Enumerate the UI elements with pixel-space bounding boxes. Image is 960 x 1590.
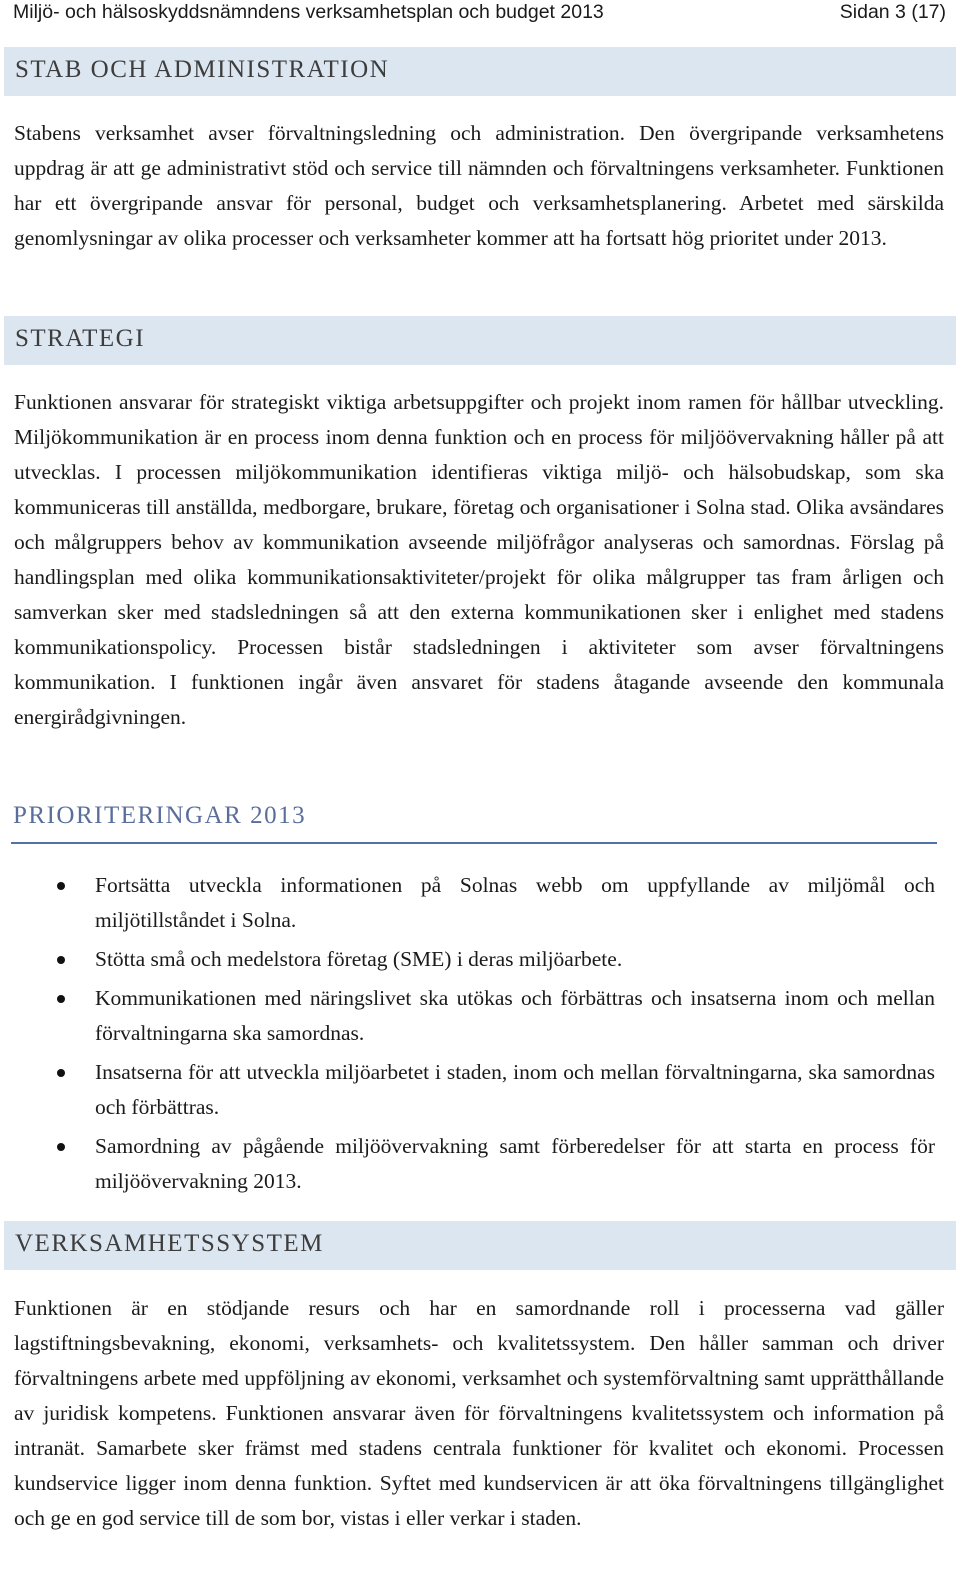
bullet-icon (57, 1069, 65, 1077)
section-band-strategi (4, 316, 956, 365)
list-item-text: Fortsätta utveckla informationen på Solnas webb om uppfyllande av miljömål och miljötillståndet i Solna. (95, 873, 935, 932)
list-item-text: Stötta små och medelstora företag (SME) i deras miljöarbete. (95, 947, 623, 971)
document-title: Miljö- och hälsoskyddsnämndens verksamhetsplan och budget 2013 (13, 1, 604, 23)
section-heading-strategi: STRATEGI (15, 325, 146, 352)
bullet-icon (57, 1143, 65, 1151)
list-item-text: Kommunikationen med näringslivet ska utökas och förbättras och insatserna inom och mellan förvaltningarna ska samordnas. (95, 986, 935, 1045)
section-heading-verksamhetssystem: VERKSAMHETSSYSTEM (15, 1230, 324, 1257)
section-band-verksamhetssystem (4, 1221, 956, 1270)
page-header (13, 0, 948, 26)
section-heading-prioriteringar: PRIORITERINGAR 2013 (13, 802, 307, 829)
section-heading-stab: STAB OCH ADMINISTRATION (15, 56, 390, 83)
list-item-text: Samordning av pågående miljöövervakning samt förberedelser för att starta en process för miljöövervakning 2013. (95, 1134, 935, 1193)
section-band-stab (4, 47, 956, 96)
bullet-icon (57, 882, 65, 890)
page-number: Sidan 3 (17) (839, 1, 946, 23)
heading-underline (11, 842, 937, 844)
bullet-icon (57, 995, 65, 1003)
list-item-text: Insatserna för att utveckla miljöarbetet i staden, inom och mellan förvaltningarna, ska samordnas och förbättras. (95, 1060, 935, 1119)
verksamhetssystem-paragraph: Funktionen är en stödjande resurs och har en samordnande roll i processerna vad gäller lagstiftningsbevakning, ekonomi, verksamhets- och kvalitetssystem. Den håller samman och driver förvaltningens arbete med uppföljning av ekonomi, verksamhet och systemförvaltning samt upprätthållande av juridisk kompetens. Funktionen ansvarar även för förvaltningens kvalitetssystem och information på intranät. Samarbete sker främst med stadens centrala funktioner för kvalitet och ekonomi. Processen kundservice ligger inom denna funktion. Syftet med kundservicen är att öka förvaltningens tillgänglighet och ge en god service till de som bor, vistas i eller verkar i staden. (14, 1296, 944, 1530)
stab-paragraph: Stabens verksamhet avser förvaltningsledning och administration. Den övergripande verksamhetens uppdrag är att ge administrativt stöd och service till nämnden och förvaltningens verksamheter. Funktionen har ett övergripande ansvar för personal, budget och verksamhetsplanering. Arbetet med särskilda genomlysningar av olika processer och verksamheter kommer att ha fortsatt hög prioritet under 2013. (14, 121, 944, 250)
strategi-paragraph: Funktionen ansvarar för strategiskt viktiga arbetsuppgifter och projekt inom ramen för hållbar utveckling. Miljökommunikation är en process inom denna funktion och en process för miljöövervakning håller på att utvecklas. I processen miljökommunikation identifieras viktiga miljö- och hälsobudskap, som ska kommuniceras till anställda, medborgare, brukare, företag och organisationer i Solna stad. Olika avsändares och målgruppers behov av kommunikation avseende miljöfrågor analyseras och samordnas. Förslag på handlingsplan med olika kommunikationsaktiviteter/projekt för olika målgrupper tas fram årligen och samverkan sker med stadsledningen så att den externa kommunikationen sker i enlighet med stadens kommunikationspolicy. Processen bistår stadsledningen i aktiviteter som avser förvaltningens kommunikation. I funktionen ingår även ansvaret för stadens åtagande avseende den kommunala energirådgivningen. (14, 390, 944, 729)
bullet-icon (57, 956, 65, 964)
